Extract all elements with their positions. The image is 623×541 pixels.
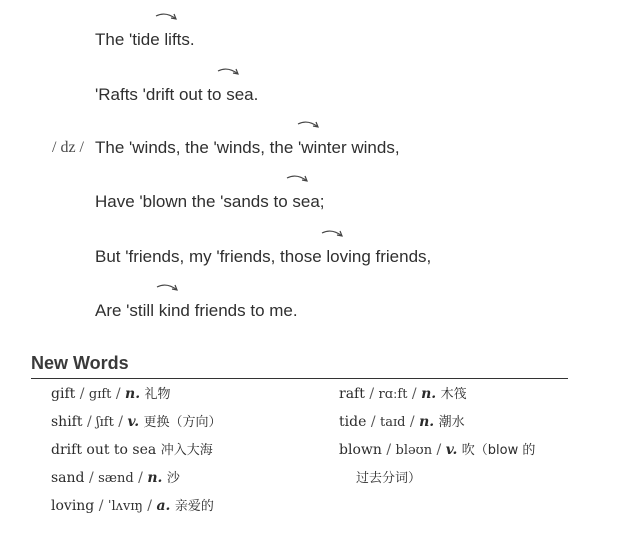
vocab-entry-shift: shift / ʃɪft / v. 更换（方向）	[51, 414, 222, 430]
vocab-part-of-speech: n.	[125, 386, 141, 402]
vocab-entry-blown: blown / bləʊn / v. 吹（blow 的	[339, 442, 536, 458]
phoneme-label: / dz /	[52, 139, 84, 156]
vocab-entry-loving: loving / ˈlʌvɪŋ / a. 亲爱的	[51, 498, 214, 514]
vocab-definition: 更换（方向）	[143, 415, 222, 430]
vocab-entry-blown-continued	[356, 469, 421, 488]
vocab-entry-tide: tide / taɪd / n. 潮水	[339, 414, 465, 430]
vocab-pronunciation: ʃɪft	[96, 415, 114, 430]
vocab-word: raft	[339, 386, 365, 402]
vocab-pronunciation: gɪft	[88, 387, 112, 402]
vocab-definition: 沙	[166, 471, 180, 486]
vocab-pronunciation: bləʊn	[395, 443, 433, 458]
poem-line-1: The 'tide lifts.	[95, 30, 195, 49]
vocab-word: loving	[51, 498, 95, 514]
new-words-title: New Words	[31, 353, 129, 373]
vocab-pronunciation: taɪd	[379, 415, 406, 430]
vocab-entry-sand: sand / sænd / n. 沙	[51, 470, 180, 486]
poem-line-2: 'Rafts 'drift out to sea.	[95, 85, 259, 104]
poem-line-3: The 'winds, the 'winds, the 'winter winds,	[95, 138, 400, 157]
poem-line-6: Are 'still kind friends to me.	[95, 301, 298, 320]
falling-tone-icon	[154, 12, 180, 26]
vocab-definition: 过去分词）	[356, 471, 422, 486]
poem-line-4: Have 'blown the 'sands to sea;	[95, 192, 325, 211]
vocab-part-of-speech: n.	[419, 414, 435, 430]
falling-tone-icon	[285, 174, 311, 188]
vocab-definition: 潮水	[438, 415, 465, 430]
vocab-word: tide	[339, 414, 367, 430]
vocab-definition: 木筏	[440, 387, 467, 402]
vocab-definition: 吹（blow 的	[461, 443, 536, 458]
vocab-pronunciation: ˈlʌvɪŋ	[107, 499, 143, 514]
vocab-definition: 亲爱的	[174, 499, 214, 514]
vocab-entry-raft: raft / rɑːft / n. 木筏	[339, 386, 467, 402]
vocab-part-of-speech: v.	[127, 414, 140, 430]
vocab-entry-drift-out-to-sea	[51, 441, 213, 460]
vocab-word: gift	[51, 386, 76, 402]
vocab-part-of-speech: n.	[421, 386, 437, 402]
falling-tone-icon	[155, 283, 181, 297]
vocab-definition: 礼物	[144, 387, 171, 402]
section-divider	[31, 378, 568, 379]
vocab-definition: 冲入大海	[160, 443, 213, 458]
falling-tone-icon	[216, 67, 242, 81]
poem-line-5: But 'friends, my 'friends, those loving friends,	[95, 247, 432, 266]
vocab-part-of-speech: n.	[147, 470, 163, 486]
vocab-word: blown	[339, 442, 382, 458]
vocab-word: drift out to sea	[51, 442, 157, 458]
vocab-word: sand	[51, 470, 85, 486]
vocab-pronunciation: sænd	[98, 471, 134, 486]
falling-tone-icon	[320, 229, 346, 243]
vocab-pronunciation: rɑːft	[378, 387, 408, 402]
falling-tone-icon	[296, 120, 322, 134]
vocab-part-of-speech: v.	[445, 442, 458, 458]
vocab-part-of-speech: a.	[156, 498, 171, 514]
vocab-word: shift	[51, 414, 83, 430]
vocab-entry-gift: gift / gɪft / n. 礼物	[51, 386, 171, 402]
